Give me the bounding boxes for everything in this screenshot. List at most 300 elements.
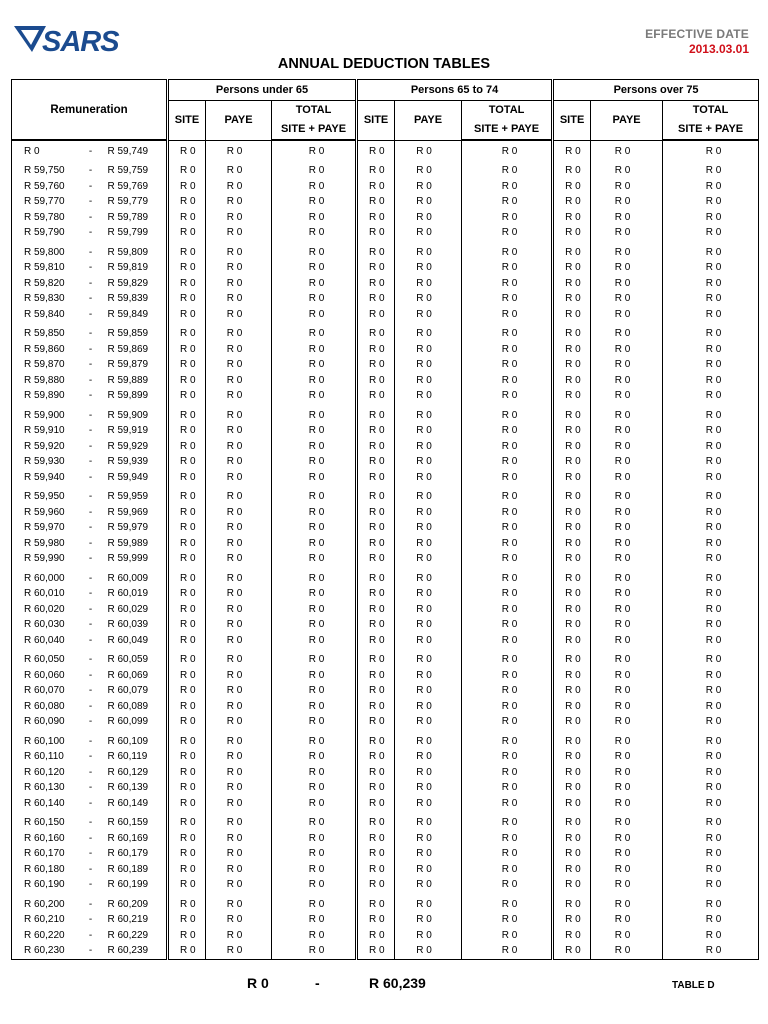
- site-value-under-65: R 0: [168, 179, 206, 195]
- table-row: [12, 618, 759, 634]
- range-dash: -: [88, 246, 93, 258]
- paye-value-65-to-74: R 0: [395, 241, 462, 261]
- total-value-under-65: R 0: [272, 944, 357, 960]
- remuneration-to: R 59,859: [105, 323, 168, 343]
- site-value-over-75: R 0: [553, 486, 591, 506]
- total-value-over-75: R 0: [663, 847, 759, 863]
- site-value-65-to-74: R 0: [357, 486, 395, 506]
- total-value-under-65: R 0: [272, 862, 357, 878]
- site-value-65-to-74: R 0: [357, 323, 395, 343]
- total-value-under-65: R 0: [272, 602, 357, 618]
- paye-value-65-to-74: R 0: [395, 179, 462, 195]
- site-value-over-75: R 0: [553, 730, 591, 750]
- paye-value-over-75: R 0: [591, 699, 663, 715]
- paye-value-over-75: R 0: [591, 552, 663, 568]
- table-row: [12, 160, 759, 180]
- remuneration-to: R 59,889: [105, 373, 168, 389]
- site-value-under-65: R 0: [168, 373, 206, 389]
- paye-value-65-to-74: R 0: [395, 831, 462, 847]
- paye-value-65-to-74: R 0: [395, 668, 462, 684]
- paye-value-65-to-74: R 0: [395, 140, 462, 160]
- paye-value-under-65: R 0: [206, 373, 272, 389]
- site-value-under-65: R 0: [168, 684, 206, 700]
- remuneration-from: R 60,010: [12, 587, 77, 603]
- table-row: [12, 241, 759, 261]
- table-label: TABLE D: [672, 980, 715, 991]
- site-value-over-75: R 0: [553, 160, 591, 180]
- table-row: [12, 913, 759, 929]
- range-dash: -: [88, 898, 93, 910]
- total-value-65-to-74: R 0: [462, 750, 553, 766]
- site-value-65-to-74: R 0: [357, 928, 395, 944]
- site-value-65-to-74: R 0: [357, 179, 395, 195]
- total-value-under-65: R 0: [272, 276, 357, 292]
- site-value-over-75: R 0: [553, 521, 591, 537]
- paye-value-over-75: R 0: [591, 195, 663, 211]
- table-row: [12, 552, 759, 568]
- total-value-65-to-74: R 0: [462, 715, 553, 731]
- paye-value-under-65: R 0: [206, 358, 272, 374]
- remuneration-to: R 60,099: [105, 715, 168, 731]
- site-value-under-65: R 0: [168, 439, 206, 455]
- site-value-65-to-74: R 0: [357, 587, 395, 603]
- site-value-under-65: R 0: [168, 521, 206, 537]
- paye-value-under-65: R 0: [206, 226, 272, 242]
- remuneration-from: R 60,230: [12, 944, 77, 960]
- paye-value-over-75: R 0: [591, 944, 663, 960]
- remuneration-to: R 60,229: [105, 928, 168, 944]
- total-value-65-to-74: R 0: [462, 470, 553, 486]
- total-value-under-65: R 0: [272, 765, 357, 781]
- site-value-over-75: R 0: [553, 913, 591, 929]
- paye-value-under-65: R 0: [206, 730, 272, 750]
- total-value-over-75: R 0: [663, 730, 759, 750]
- paye-value-over-75: R 0: [591, 521, 663, 537]
- total-value-65-to-74: R 0: [462, 323, 553, 343]
- total-value-over-75: R 0: [663, 750, 759, 766]
- paye-value-over-75: R 0: [591, 796, 663, 812]
- paye-value-over-75: R 0: [591, 505, 663, 521]
- total-value-65-to-74: R 0: [462, 765, 553, 781]
- site-value-65-to-74: R 0: [357, 439, 395, 455]
- remuneration-to: R 60,089: [105, 699, 168, 715]
- effective-date-value: 2013.03.01: [688, 42, 749, 56]
- paye-value-over-75: R 0: [591, 160, 663, 180]
- table-row: [12, 781, 759, 797]
- site-value-under-65: R 0: [168, 536, 206, 552]
- site-value-over-75: R 0: [553, 195, 591, 211]
- site-value-65-to-74: R 0: [357, 195, 395, 211]
- total-value-65-to-74: R 0: [462, 781, 553, 797]
- total-value-65-to-74: R 0: [462, 195, 553, 211]
- site-value-under-65: R 0: [168, 505, 206, 521]
- remuneration-to: R 59,769: [105, 179, 168, 195]
- total-value-65-to-74: R 0: [462, 276, 553, 292]
- site-value-under-65: R 0: [168, 424, 206, 440]
- footer-range-dash: -: [315, 975, 320, 991]
- total-value-65-to-74: R 0: [462, 373, 553, 389]
- site-value-over-75: R 0: [553, 505, 591, 521]
- site-value-65-to-74: R 0: [357, 913, 395, 929]
- remuneration-to: R 59,819: [105, 261, 168, 277]
- total-value-under-65: R 0: [272, 893, 357, 913]
- remuneration-to: R 60,009: [105, 567, 168, 587]
- site-value-over-75: R 0: [553, 226, 591, 242]
- paye-value-over-75: R 0: [591, 292, 663, 308]
- paye-value-under-65: R 0: [206, 796, 272, 812]
- paye-value-65-to-74: R 0: [395, 944, 462, 960]
- total-value-under-65: R 0: [272, 195, 357, 211]
- site-value-65-to-74: R 0: [357, 812, 395, 832]
- site-value-65-to-74: R 0: [357, 633, 395, 649]
- total-value-65-to-74: R 0: [462, 292, 553, 308]
- total-value-65-to-74: R 0: [462, 684, 553, 700]
- site-value-65-to-74: R 0: [357, 862, 395, 878]
- remuneration-to: R 60,179: [105, 847, 168, 863]
- paye-value-65-to-74: R 0: [395, 847, 462, 863]
- site-value-over-75: R 0: [553, 307, 591, 323]
- remuneration-from: R 59,900: [12, 404, 77, 424]
- site-value-over-75: R 0: [553, 812, 591, 832]
- total-value-under-65: R 0: [272, 323, 357, 343]
- paye-value-under-65: R 0: [206, 160, 272, 180]
- site-value-under-65: R 0: [168, 862, 206, 878]
- paye-value-65-to-74: R 0: [395, 323, 462, 343]
- group-header-over-75: Persons over 75: [553, 80, 759, 101]
- paye-header: PAYE: [591, 101, 663, 141]
- paye-value-over-75: R 0: [591, 781, 663, 797]
- site-value-over-75: R 0: [553, 439, 591, 455]
- paye-value-65-to-74: R 0: [395, 342, 462, 358]
- table-row: [12, 486, 759, 506]
- total-value-under-65: R 0: [272, 847, 357, 863]
- site-value-over-75: R 0: [553, 536, 591, 552]
- paye-value-over-75: R 0: [591, 862, 663, 878]
- paye-value-over-75: R 0: [591, 307, 663, 323]
- site-value-65-to-74: R 0: [357, 847, 395, 863]
- site-value-65-to-74: R 0: [357, 684, 395, 700]
- paye-value-65-to-74: R 0: [395, 781, 462, 797]
- range-dash: -: [88, 654, 93, 666]
- paye-header: PAYE: [395, 101, 462, 141]
- site-value-under-65: R 0: [168, 389, 206, 405]
- total-value-under-65: R 0: [272, 750, 357, 766]
- table-row: [12, 862, 759, 878]
- remuneration-from: R 60,030: [12, 618, 77, 634]
- site-value-65-to-74: R 0: [357, 552, 395, 568]
- paye-value-over-75: R 0: [591, 179, 663, 195]
- range-dash: -: [88, 425, 93, 437]
- total-value-over-75: R 0: [663, 486, 759, 506]
- paye-value-under-65: R 0: [206, 241, 272, 261]
- total-value-under-65: R 0: [272, 715, 357, 731]
- table-row: [12, 730, 759, 750]
- range-dash: -: [88, 619, 93, 631]
- remuneration-to: R 60,139: [105, 781, 168, 797]
- total-value-under-65: R 0: [272, 358, 357, 374]
- paye-value-under-65: R 0: [206, 893, 272, 913]
- paye-value-over-75: R 0: [591, 831, 663, 847]
- total-value-over-75: R 0: [663, 781, 759, 797]
- site-value-over-75: R 0: [553, 715, 591, 731]
- total-value-under-65: R 0: [272, 505, 357, 521]
- table-row: [12, 567, 759, 587]
- remuneration-from: R 60,050: [12, 649, 77, 669]
- range-dash: -: [88, 522, 93, 534]
- site-value-65-to-74: R 0: [357, 373, 395, 389]
- site-value-under-65: R 0: [168, 276, 206, 292]
- remuneration-to: R 59,799: [105, 226, 168, 242]
- remuneration-from: R 60,100: [12, 730, 77, 750]
- site-value-over-75: R 0: [553, 358, 591, 374]
- range-dash: -: [88, 751, 93, 763]
- site-value-under-65: R 0: [168, 567, 206, 587]
- site-value-65-to-74: R 0: [357, 160, 395, 180]
- total-value-65-to-74: R 0: [462, 944, 553, 960]
- paye-value-65-to-74: R 0: [395, 424, 462, 440]
- total-value-under-65: R 0: [272, 831, 357, 847]
- site-value-under-65: R 0: [168, 668, 206, 684]
- site-value-65-to-74: R 0: [357, 470, 395, 486]
- total-value-65-to-74: R 0: [462, 179, 553, 195]
- range-dash: -: [88, 456, 93, 468]
- paye-value-over-75: R 0: [591, 602, 663, 618]
- remuneration-to: R 60,159: [105, 812, 168, 832]
- remuneration-to: R 60,039: [105, 618, 168, 634]
- total-value-over-75: R 0: [663, 323, 759, 343]
- paye-value-65-to-74: R 0: [395, 226, 462, 242]
- site-value-over-75: R 0: [553, 796, 591, 812]
- total-value-65-to-74: R 0: [462, 878, 553, 894]
- remuneration-from: R 59,970: [12, 521, 77, 537]
- paye-value-65-to-74: R 0: [395, 796, 462, 812]
- remuneration-from: R 60,020: [12, 602, 77, 618]
- footer-range-to: R 60,239: [369, 975, 426, 991]
- site-value-65-to-74: R 0: [357, 210, 395, 226]
- site-value-65-to-74: R 0: [357, 781, 395, 797]
- site-value-under-65: R 0: [168, 618, 206, 634]
- remuneration-from: R 59,950: [12, 486, 77, 506]
- range-dash: -: [88, 537, 93, 549]
- range-dash: -: [88, 506, 93, 518]
- paye-value-under-65: R 0: [206, 470, 272, 486]
- total-value-over-75: R 0: [663, 424, 759, 440]
- site-value-65-to-74: R 0: [357, 893, 395, 913]
- remuneration-from: R 59,840: [12, 307, 77, 323]
- paye-value-65-to-74: R 0: [395, 699, 462, 715]
- paye-value-65-to-74: R 0: [395, 633, 462, 649]
- total-value-over-75: R 0: [663, 633, 759, 649]
- paye-value-under-65: R 0: [206, 913, 272, 929]
- remuneration-from: R 59,890: [12, 389, 77, 405]
- total-value-over-75: R 0: [663, 812, 759, 832]
- total-value-over-75: R 0: [663, 373, 759, 389]
- remuneration-to: R 60,109: [105, 730, 168, 750]
- site-value-65-to-74: R 0: [357, 750, 395, 766]
- total-value-65-to-74: R 0: [462, 552, 553, 568]
- total-value-under-65: R 0: [272, 241, 357, 261]
- site-value-under-65: R 0: [168, 602, 206, 618]
- site-value-over-75: R 0: [553, 404, 591, 424]
- range-dash: -: [88, 211, 93, 223]
- remuneration-from: R 60,190: [12, 878, 77, 894]
- table-row: [12, 505, 759, 521]
- remuneration-from: R 60,000: [12, 567, 77, 587]
- total-value-over-75: R 0: [663, 765, 759, 781]
- paye-value-65-to-74: R 0: [395, 505, 462, 521]
- remuneration-to: R 60,219: [105, 913, 168, 929]
- total-value-under-65: R 0: [272, 796, 357, 812]
- remuneration-to: R 59,749: [105, 140, 168, 160]
- site-value-under-65: R 0: [168, 226, 206, 242]
- total-value-65-to-74: R 0: [462, 342, 553, 358]
- total-value-under-65: R 0: [272, 455, 357, 471]
- total-value-over-75: R 0: [663, 404, 759, 424]
- table-row: [12, 439, 759, 455]
- total-value-over-75: R 0: [663, 505, 759, 521]
- site-value-under-65: R 0: [168, 750, 206, 766]
- total-value-65-to-74: R 0: [462, 536, 553, 552]
- total-value-65-to-74: R 0: [462, 913, 553, 929]
- total-value-65-to-74: R 0: [462, 567, 553, 587]
- remuneration-from: R 60,120: [12, 765, 77, 781]
- site-value-under-65: R 0: [168, 715, 206, 731]
- range-dash: -: [88, 766, 93, 778]
- paye-value-under-65: R 0: [206, 536, 272, 552]
- total-header: TOTAL: [663, 101, 759, 120]
- paye-value-under-65: R 0: [206, 602, 272, 618]
- paye-value-under-65: R 0: [206, 633, 272, 649]
- table-row: [12, 928, 759, 944]
- remuneration-from: R 60,130: [12, 781, 77, 797]
- remuneration-from: R 60,110: [12, 750, 77, 766]
- total-value-over-75: R 0: [663, 715, 759, 731]
- paye-value-over-75: R 0: [591, 587, 663, 603]
- total-value-65-to-74: R 0: [462, 389, 553, 405]
- range-dash: -: [88, 165, 93, 177]
- paye-value-over-75: R 0: [591, 649, 663, 669]
- total-value-under-65: R 0: [272, 307, 357, 323]
- paye-value-over-75: R 0: [591, 893, 663, 913]
- paye-value-65-to-74: R 0: [395, 730, 462, 750]
- paye-value-over-75: R 0: [591, 261, 663, 277]
- site-value-over-75: R 0: [553, 893, 591, 913]
- total-value-under-65: R 0: [272, 668, 357, 684]
- range-dash: -: [88, 669, 93, 681]
- paye-value-over-75: R 0: [591, 241, 663, 261]
- site-value-65-to-74: R 0: [357, 831, 395, 847]
- paye-value-65-to-74: R 0: [395, 160, 462, 180]
- total-value-under-65: R 0: [272, 913, 357, 929]
- remuneration-from: R 59,960: [12, 505, 77, 521]
- range-dash: -: [88, 716, 93, 728]
- total-value-over-75: R 0: [663, 241, 759, 261]
- remuneration-to: R 59,909: [105, 404, 168, 424]
- total-value-65-to-74: R 0: [462, 847, 553, 863]
- group-header-under-65: Persons under 65: [168, 80, 357, 101]
- remuneration-header: Remuneration: [12, 80, 168, 141]
- remuneration-to: R 59,929: [105, 439, 168, 455]
- total-value-65-to-74: R 0: [462, 633, 553, 649]
- remuneration-to: R 60,019: [105, 587, 168, 603]
- table-row: [12, 893, 759, 913]
- total-value-over-75: R 0: [663, 928, 759, 944]
- remuneration-from: R 59,820: [12, 276, 77, 292]
- table-row: [12, 470, 759, 486]
- paye-value-over-75: R 0: [591, 470, 663, 486]
- range-dash: -: [88, 343, 93, 355]
- remuneration-from: R 59,830: [12, 292, 77, 308]
- total-subheader: SITE + PAYE: [462, 119, 553, 140]
- paye-value-over-75: R 0: [591, 633, 663, 649]
- remuneration-from: R 60,200: [12, 893, 77, 913]
- total-header: TOTAL: [462, 101, 553, 120]
- total-value-65-to-74: R 0: [462, 928, 553, 944]
- paye-value-65-to-74: R 0: [395, 618, 462, 634]
- remuneration-to: R 60,209: [105, 893, 168, 913]
- site-value-65-to-74: R 0: [357, 358, 395, 374]
- table-row: [12, 587, 759, 603]
- paye-value-over-75: R 0: [591, 358, 663, 374]
- site-value-over-75: R 0: [553, 765, 591, 781]
- paye-value-under-65: R 0: [206, 831, 272, 847]
- total-value-65-to-74: R 0: [462, 439, 553, 455]
- total-value-under-65: R 0: [272, 521, 357, 537]
- remuneration-to: R 59,989: [105, 536, 168, 552]
- paye-value-under-65: R 0: [206, 587, 272, 603]
- site-value-over-75: R 0: [553, 878, 591, 894]
- site-header: SITE: [357, 101, 395, 141]
- paye-value-over-75: R 0: [591, 715, 663, 731]
- site-value-under-65: R 0: [168, 765, 206, 781]
- site-value-over-75: R 0: [553, 831, 591, 847]
- range-dash: -: [88, 634, 93, 646]
- table-row: [12, 750, 759, 766]
- remuneration-from: R 59,980: [12, 536, 77, 552]
- paye-value-under-65: R 0: [206, 878, 272, 894]
- remuneration-to: R 60,049: [105, 633, 168, 649]
- range-dash: -: [88, 735, 93, 747]
- site-value-under-65: R 0: [168, 944, 206, 960]
- total-value-over-75: R 0: [663, 160, 759, 180]
- site-value-under-65: R 0: [168, 210, 206, 226]
- paye-value-over-75: R 0: [591, 389, 663, 405]
- site-value-under-65: R 0: [168, 781, 206, 797]
- paye-value-65-to-74: R 0: [395, 587, 462, 603]
- paye-value-over-75: R 0: [591, 668, 663, 684]
- sars-logo: [12, 22, 122, 56]
- site-value-over-75: R 0: [553, 389, 591, 405]
- site-value-under-65: R 0: [168, 307, 206, 323]
- site-value-over-75: R 0: [553, 323, 591, 343]
- paye-value-under-65: R 0: [206, 195, 272, 211]
- paye-value-under-65: R 0: [206, 307, 272, 323]
- remuneration-from: R 59,910: [12, 424, 77, 440]
- remuneration-to: R 60,169: [105, 831, 168, 847]
- paye-value-under-65: R 0: [206, 179, 272, 195]
- total-value-over-75: R 0: [663, 567, 759, 587]
- site-value-over-75: R 0: [553, 602, 591, 618]
- site-value-over-75: R 0: [553, 210, 591, 226]
- total-value-65-to-74: R 0: [462, 424, 553, 440]
- paye-value-65-to-74: R 0: [395, 750, 462, 766]
- range-dash: -: [88, 553, 93, 565]
- table-row: [12, 521, 759, 537]
- total-value-65-to-74: R 0: [462, 521, 553, 537]
- table-row: [12, 323, 759, 343]
- range-dash: -: [88, 180, 93, 192]
- remuneration-from: R 60,140: [12, 796, 77, 812]
